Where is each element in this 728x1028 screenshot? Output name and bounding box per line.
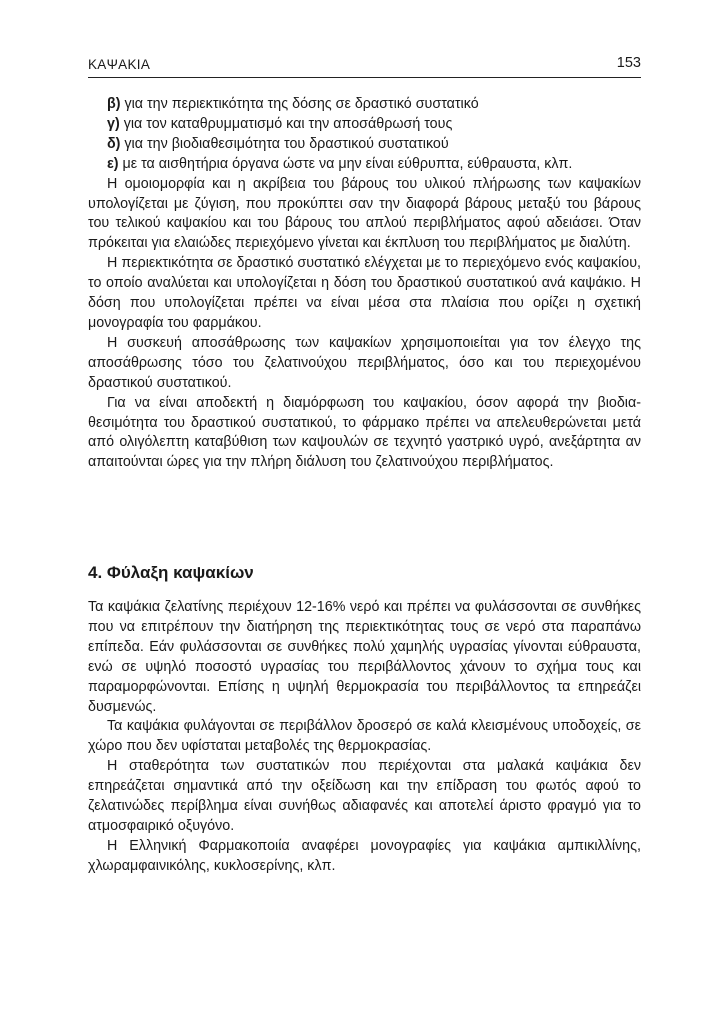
list-item-text: για την βιοδιαθεσιμότητα του δραστικού συστατικού [120, 135, 449, 152]
paragraph-storage-moisture: Τα καψάκια ζελατίνης περιέχουν 12-16% νερό και πρέπει να φυλάσσονται σε συνθήκες που να επιτρέπουν την διατήρηση της περιεκτικότητας τους σε νερό στα παραπάνω επίπεδα. Εάν φυλάσσονται σε συνθήκες πολύ χαμηλής υγρασίας γίνονται εύθραυστα, ενώ σε υψηλό ποσοστό υγρασίας του περιβάλλοντος χάνουν το σχήμα τους και παραμορφώνονται. Επίσης η υψηλή θερμοκρασία του περιβάλλοντος τα επηρεάζει δυσμενώς. [88, 599, 641, 715]
section-heading: 4. Φύλαξη καψακίων [88, 563, 254, 582]
paragraph-bioavailability: Για να είναι αποδεκτή η διαμόρφωση του καψακίου, όσον αφορά την βιοδιαθεσιμότητα του δραστικού συστατικού, το φάρμακο πρέπει να απελευθερώνεται μετά από ολιγόλεπτη καταβύθιση των καψουλών σε τεχνητό γαστρικό υγρό, ανεξάρτητα αν απαιτούνται ώρες για την πλήρη διάλυση του ζελατινούχου περιβλήματος. [88, 394, 641, 471]
list-marker: ε) [107, 155, 119, 172]
list-marker: β) [107, 96, 121, 112]
body-text-upper [88, 95, 641, 473]
header-title: ΚΑΨΑΚΙΑ [88, 57, 151, 72]
paragraph-stability: Η σταθερότητα των συστατικών που περιέχονται στα μαλακά καψάκια δεν επηρεάζεται σημαντικά από την οξείδωση και την επίδραση του φωτός αφού το ζελατινώδες περίβλημα είναι συνήθως αδιαφανές και αποτελεί άριστο φραγμό για το ατμοσφαιρικό οξυγόνο. [88, 758, 641, 834]
body-text-section [88, 598, 641, 877]
paragraph-content-assay: Η περιεκτικότητα σε δραστικό συστατικό ελέγχεται με το περιεχόμενο ενός καψακίου, το οποίο αναλύεται και υπολογίζεται η δόση του δραστικού συστατικού ανά καψάκιο. Η δόση που υπολογίζεται πρέπει να είναι μέσα στα πλαίσια που ορίζει η σχετική μονογραφία του φαρμάκου. [88, 255, 641, 331]
paragraph-disintegration: Η συσκευή αποσάθρωσης των καψακίων χρησιμοποιείται για τον έλεγχο της αποσάθρωσης τόσο του ζελατινούχου περιβλήματος, όσο και του περιεχομένου δραστικού συστατικού. [88, 334, 641, 391]
list-marker: γ) [107, 115, 120, 132]
paragraph-storage-conditions: Τα καψάκια φυλάγονται σε περιβάλλον δροσερό σε καλά κλεισμένους υποδοχείς, σε χώρο που δεν υφίσταται μεταβολές της θερμοκρασίας. [88, 718, 641, 755]
list-item [88, 95, 641, 115]
list-item [88, 135, 641, 155]
paragraph-pharmacopoeia: Η Ελληνική Φαρμακοποιία αναφέρει μονογραφίες για καψάκια αμπικιλλίνης, χλωραμφαινικόλης, κυκλοσερίνης, κλπ. [88, 837, 641, 874]
list-item-text: για τον καταθρυμματισμό και την αποσάθρωσή τους [119, 115, 453, 132]
list-item-text: για την περιεκτικότητα της δόσης σε δραστικό συστατικό [120, 96, 479, 112]
list-item [88, 115, 641, 135]
list-item-text: με τα αισθητήρια όργανα ώστε να μην είναι εύθρυπτα, εύθραυστα, κλπ. [118, 155, 573, 172]
page-number: 153 [616, 55, 641, 71]
paragraph-weight-uniformity: Η ομοιομορφία και η ακρίβεια του βάρους του υλικού πλήρωσης των καψακίων υπολογίζεται με ζύγιση, που προκύπτει σαν την διαφορά βάρους μεταξύ του βάρους του τελικού καψακίου και του βάρους του απλού περιβλήματος αφού αδειάσει. Όταν πρόκειται για ελαιώδες περιεχόμενο γίνεται και έκπλυση του περιβλήματος με διαλύτη. [88, 175, 641, 252]
list-item [88, 155, 641, 175]
list-marker: δ) [107, 135, 121, 152]
running-header [88, 57, 641, 78]
